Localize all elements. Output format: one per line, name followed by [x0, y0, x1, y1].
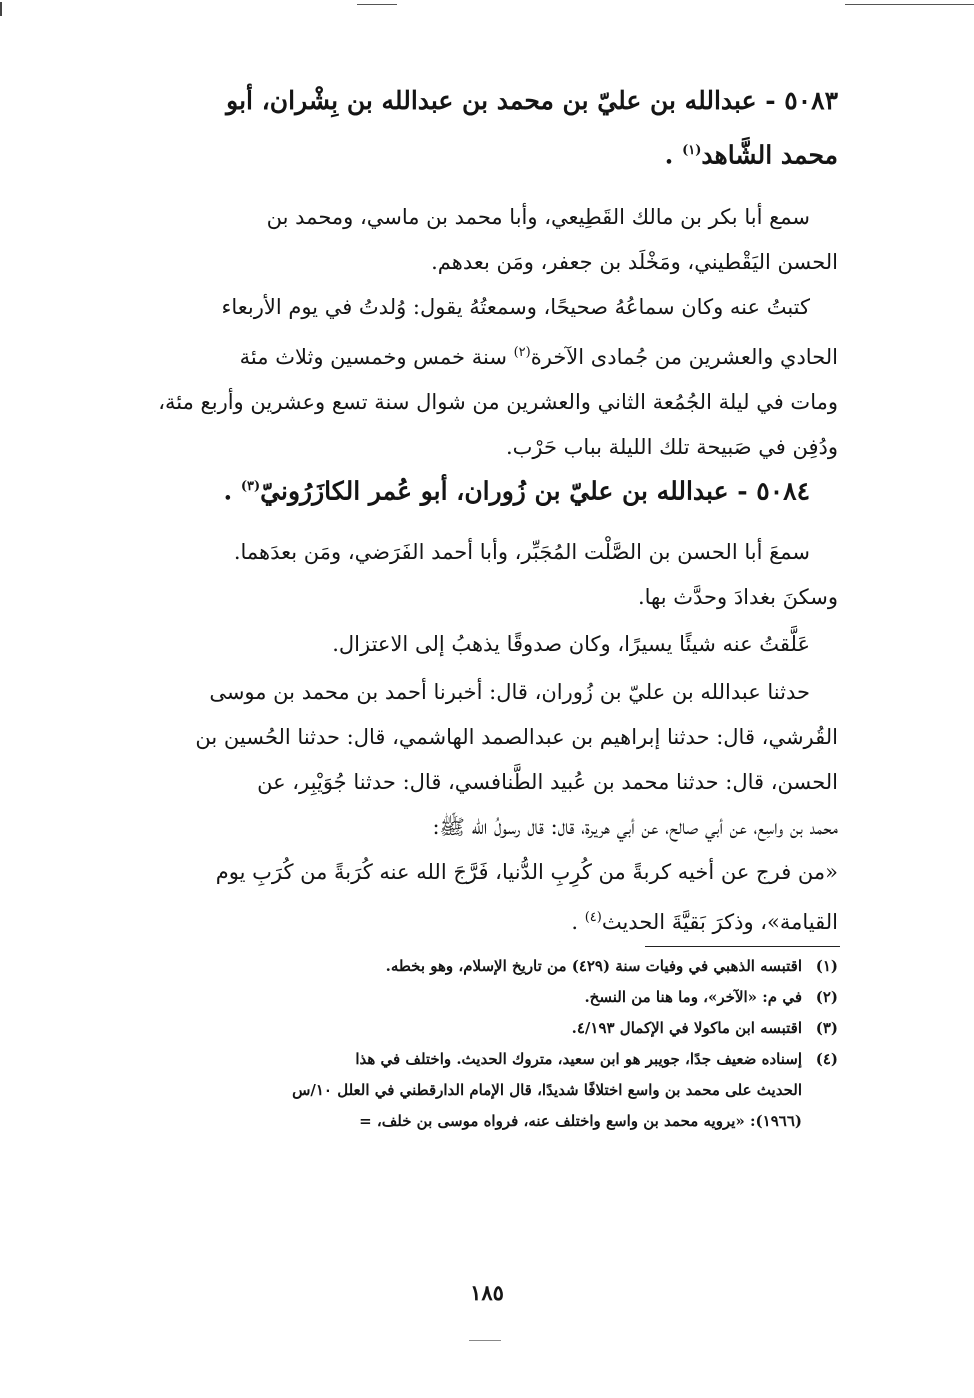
- text-line: ومات في ليلة الجُمُعة الثاني والعشرين من شوال سنة تسع وعشرين وأربع مئة،: [158, 390, 838, 414]
- footnote-separator: [645, 946, 840, 947]
- text-line: ودُفِن في صَبيحة تلك الليلة بباب حَرْب.: [505, 435, 838, 459]
- footnote-number: (٤): [815, 1050, 838, 1068]
- footnote-ref: (١): [682, 143, 702, 158]
- text-line: الحسن، قال: حدثنا محمد بن عُبيد الطَّنافسي، قال: حدثنا جُوَيْبِر، عن: [257, 770, 838, 794]
- footnote-number: (٣): [815, 1019, 838, 1037]
- entry-5084-paragraph-2: [135, 622, 838, 667]
- entry-5084-paragraph-1-cont: [135, 575, 838, 620]
- entry-5084-hadith-paragraph-cont: [135, 715, 838, 945]
- footnote-3: [135, 1013, 838, 1044]
- scan-edge-mark: [357, 4, 397, 5]
- footnote-2: [135, 982, 838, 1013]
- scan-edge-mark: [845, 4, 974, 5]
- heading-text: محمد الشَّاهد: [701, 140, 838, 170]
- text-line: [135, 330, 838, 380]
- heading-end: .: [223, 476, 241, 506]
- text-line: حدثنا عبدالله بن عليّ بن زُوران، قال: أخبرنا أحمد بن محمد بن موسى: [209, 680, 810, 704]
- text-line: «من فرج عن أخيه كربةً من كُرِبِ الدُّنيا، فَرَّجَ الله عنه كُرَبةً من كُرَبِ يوم: [215, 860, 838, 884]
- text-line: سمعَ أبا الحسن بن الصَّلْت المُجَبِّر، وأبا أحمد الفَرَضي، ومَن بعدَهما.: [233, 540, 810, 564]
- entry-5083-paragraph-1: [135, 195, 838, 240]
- text-run: الحادي والعشرين من جُمادى الآخرة: [530, 345, 838, 369]
- text-line: الحسن اليَقْطيني، ومَخْلَد بن جعفر، ومَن بعدهم.: [431, 250, 838, 274]
- text-line: القُرشي، قال: حدثنا إبراهيم بن عبدالصمد الهاشمي، قال: حدثنا الحُسين بن: [195, 725, 838, 749]
- scan-bottom-mark: [469, 1340, 501, 1341]
- text-line: وسكنَ بغدادَ وحدَّث بها.: [637, 585, 838, 609]
- footnotes: [135, 951, 838, 1137]
- footnote-text: اقتبسه الذهبي في وفيات سنة (٤٢٩) من تاريخ الإسلام، وهو بخطه.: [385, 957, 802, 975]
- entry-5084-paragraph-1: [135, 530, 838, 575]
- entry-5083-paragraph-2-cont: [135, 330, 838, 470]
- entry-5083-paragraph-2: [135, 285, 838, 330]
- heading-line: ٥٠٨٣ - عبدالله بن عليّ بن محمد بن عبدالله بن بِشْران، أبو: [226, 86, 838, 115]
- text-run: سنة خمس وخمسين وثلاث مئة: [239, 345, 514, 369]
- footnote-number: (١): [815, 957, 838, 975]
- scan-corner-mark: [0, 2, 9, 16]
- text-line: محمد بن واسِع، عن أبي صالح، عن أبي هريرة، قال: قال رسولُ الله ﷺ:: [432, 815, 838, 839]
- footnote-text: اقتبسه ابن ماكولا في الإكمال ٤/١٩٣.: [571, 1019, 802, 1037]
- text-line: عَلَّقتُ عنه شيئًا يسيرًا، وكان صدوقًا يذهبُ إلى الاعتزال.: [332, 632, 810, 656]
- entry-5083-paragraph-1-cont: [135, 240, 838, 285]
- entry-5083-heading: [135, 76, 838, 180]
- footnote-1: [135, 951, 838, 982]
- footnote-number: (٢): [815, 988, 838, 1006]
- text-line: [135, 895, 838, 945]
- text-line: كتبتُ عنه وكان سماعُهُ صحيحًا، وسمعتُهُ يقول: وُلدتُ في يوم الأربعاء: [221, 295, 810, 319]
- heading-line: [135, 126, 838, 180]
- heading-line: [135, 462, 810, 516]
- entry-5084-heading: [135, 462, 838, 516]
- footnote-ref: (٤): [584, 910, 602, 925]
- page-number: ١٨٥: [470, 1280, 504, 1305]
- text-line: سمع أبا بكر بن مالك القَطِيعي، وأبا محمد بن ماسي، ومحمد بن: [266, 205, 810, 229]
- heading-text: ٥٠٨٤ - عبدالله بن عليّ بن زُوران، أبو عُمر الكازَرُونيّ: [260, 476, 810, 506]
- footnote-4-line-2: الحديث على محمد بن واسع اختلافًا شديدًا، قال الإمام الدارقطني في العلل ١٠/س: [292, 1081, 802, 1099]
- footnote-text: إسناده ضعيف جدًا، جويبر هو ابن سعيد، متروك الحديث. واختلف في هذا: [355, 1050, 802, 1068]
- footnote-ref: (٢): [513, 345, 531, 360]
- footnote-4: [135, 1044, 838, 1075]
- text-run: القيامة»، وذكرَ بَقيَّةَ الحديث: [601, 910, 838, 934]
- text-run: .: [571, 910, 585, 934]
- footnote-ref: (٣): [240, 479, 261, 494]
- footnote-4-line-3: (١٩٦٦): «يرويه محمد بن واسع واختلف عنه، فرواه موسى بن خلف، =: [359, 1112, 802, 1130]
- entry-5084-hadith-paragraph: [135, 670, 838, 715]
- heading-end: .: [664, 140, 683, 170]
- footnote-text: في م: «الآخر»، وما هنا من النسخ.: [584, 988, 802, 1006]
